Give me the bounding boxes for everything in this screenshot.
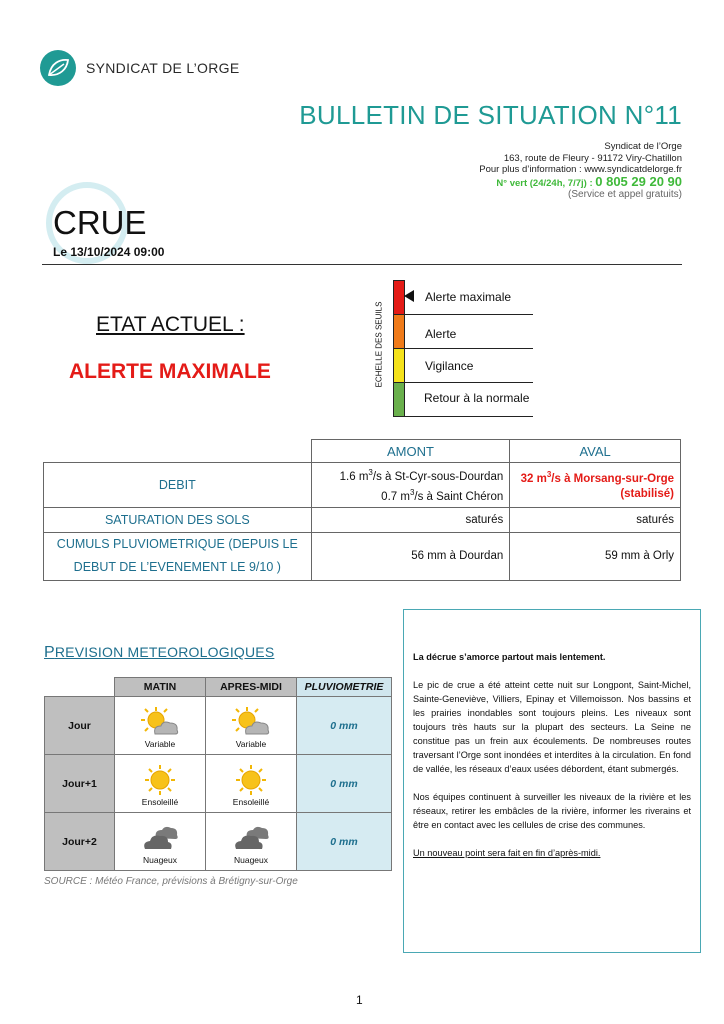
sun-cloud-icon [140,706,180,738]
seuil-label-alerte-maximale: Alerte maximale [425,290,512,304]
weather-cell: Nuageux [206,813,297,871]
weather-cell: Nuageux [115,813,206,871]
sun-cloud-icon [231,706,271,738]
seuil-label-alerte: Alerte [425,327,457,341]
green-number[interactable]: 0 805 29 20 90 [595,173,682,189]
weather-cell: Variable [115,697,206,755]
weather-cell: Variable [206,697,297,755]
message-paragraph: Le pic de crue a été atteint cette nuit sur Longpont, Saint-Michel, Sainte-Geneviève, Villiers, Epinay et Villemoisson. Nos bassins et les prairies inondables sont toujours pleins. Les niveaux sont toujours très hauts sur la plupart des secteurs. La Seine ne constitue pas un frein aux écoulements. De nombreuses routes traversant l’Orge sont inondées et interdites à la circulation. En fond de vallée, les réseaux d’eaux usées débordent, étant submergés. [413,680,691,774]
meteo-table [44,677,392,871]
previsions-title: PREVISION METEOROLOGIQUES [44,644,275,661]
cumuls-aval: 59 mm à Orly [510,532,681,580]
day-label: Jour [45,697,115,755]
debit-aval: 32 $m^3/s$ à Morsang-sur-Orge (stabilisé) [510,463,681,508]
seuil-label-vigilance: Vigilance [425,359,474,373]
seuil-divider [393,382,533,383]
leaf-icon [40,50,76,86]
current-level-marker-icon [404,290,414,302]
saturation-amont: saturés [311,507,510,532]
header-divider [42,264,682,265]
situation-table [43,439,681,581]
sun-icon [233,764,269,796]
etat-actuel-label: ETAT ACTUEL : [96,313,245,336]
pluvio-cell: 0 mm [297,755,392,813]
bulletin-title: BULLETIN DE SITUATION N°11 [299,100,682,130]
pluvio-cell: 0 mm [297,813,392,871]
saturation-aval: saturés [510,507,681,532]
table-corner [44,440,312,463]
etat-actuel-value: ALERTE MAXIMALE [69,360,271,383]
seuils-vertical-text: ECHELLE DES SEUILS [374,301,384,388]
day-label: Jour+1 [45,755,115,813]
seuil-swatch-normale [394,382,404,416]
meteo-source: SOURCE : Météo France, prévisions à Brétigny-sur-Orge [44,876,298,887]
meteo-corner [45,678,115,697]
green-number-line [362,173,682,190]
weather-cell: Ensoleillé [115,755,206,813]
seuil-swatch-vigilance [394,349,404,383]
debit-amont: 1.6 $m^3/s$ à St-Cyr-sous-Dourdan 0.7 $m^3/s$ à Saint Chéron [311,463,510,508]
crue-title: CRUE [53,204,147,241]
logo-mark [40,50,76,86]
contact-address: 163, route de Fleury - 91172 Viry-Chatillon [503,152,682,164]
col-header-matin: MATIN [115,678,206,697]
message-paragraph: Nos équipes continuent à surveiller les niveaux de la rivière et les réseaux, retirer les embâcles de la rivière, informer les riverains et être en contact avec les cellules de crise des communes. [413,792,691,830]
seuil-divider [393,314,533,315]
seuil-divider [393,348,533,349]
col-header-apres-midi: APRES-MIDI [206,678,297,697]
row-label-saturation: SATURATION DES SOLS [44,507,312,532]
message-closing: Un nouveau point sera fait en fin d’après-midi. [413,848,601,858]
seuil-swatch-alerte-maximale [394,281,404,315]
sun-icon [142,764,178,796]
message-headline: La décrue s’amorce partout mais lentement. [413,652,606,662]
col-header-pluviometrie: PLUVIOMETRIE [297,678,392,697]
cloud-icon [231,822,271,854]
crue-date: Le 13/10/2024 09:00 [53,245,165,259]
green-number-label: N° vert (24/24h, 7/7j) : [496,177,596,189]
row-label-debit: DEBIT [44,463,312,508]
seuil-label-normale: Retour à la normale [424,391,530,405]
seuil-swatch-alerte [394,315,404,349]
seuil-divider [393,416,533,417]
weather-cell: Ensoleillé [206,755,297,813]
situation-message-box [403,609,701,953]
contact-info: Pour plus d’information : www.syndicatdelorge.fr [479,164,682,175]
free-call-note: (Service et appel gratuits) [568,189,682,200]
col-header-amont: AMONT [311,440,510,463]
pluvio-cell: 0 mm [297,697,392,755]
cloud-icon [140,822,180,854]
contact-name: Syndicat de l’Orge [604,141,682,152]
day-label: Jour+2 [45,813,115,871]
col-header-aval: AVAL [510,440,681,463]
cumuls-amont: 56 mm à Dourdan [311,532,510,580]
row-label-cumuls: CUMULS PLUVIOMETRIQUE (DEPUIS LE DEBUT DE L’EVENEMENT LE 9/10 ) [44,532,312,580]
logo-text: SYNDICAT DE L’ORGE [86,60,240,76]
page-number: 1 [356,993,363,1007]
seuils-axis-label [372,300,386,392]
contact-block [362,141,682,201]
